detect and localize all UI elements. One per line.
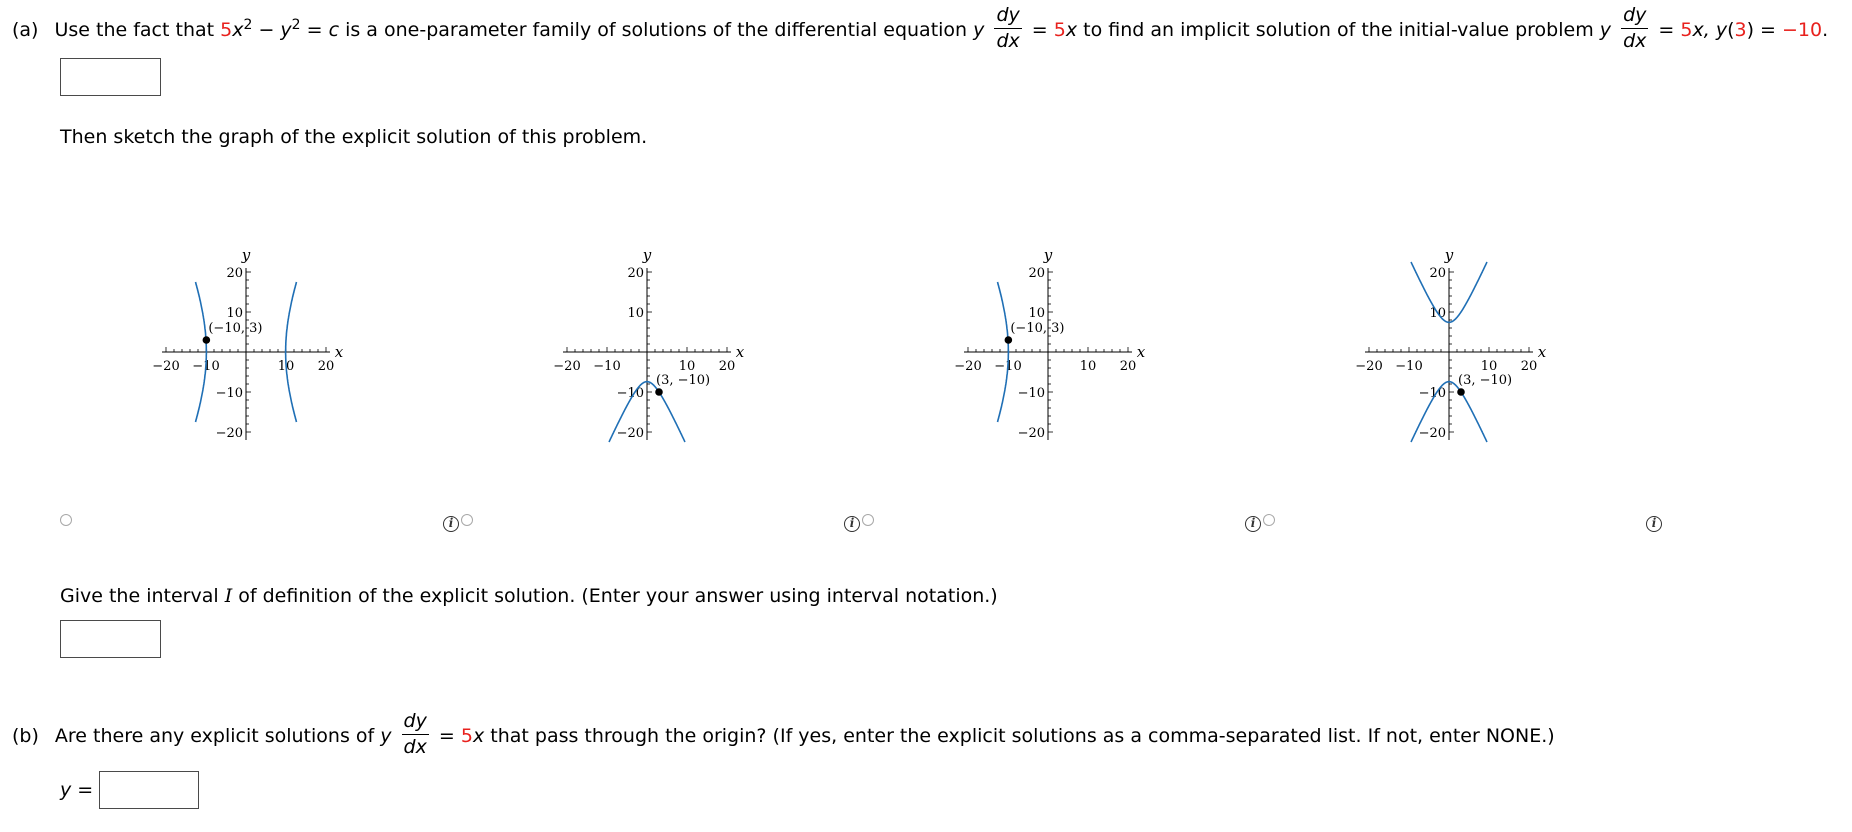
y-tick-label: 10 (627, 306, 644, 321)
x-tick-label: −20 (152, 359, 180, 374)
info-icon[interactable]: i (443, 516, 459, 532)
coefficient: 5 (1053, 19, 1066, 41)
var-y: y (1599, 19, 1612, 41)
var-y: y (1715, 19, 1728, 41)
graph-option-1 (66, 162, 426, 522)
x-tick-label: −10 (1395, 359, 1423, 374)
point-label: (−10, 3) (1010, 321, 1065, 336)
x-tick-label: 20 (1520, 359, 1538, 374)
graph-option-4 (1269, 162, 1629, 522)
prompt-text: of definition of the explicit solution. (Enter your answer using interval notation.) (232, 585, 998, 607)
initial-x: 3 (1734, 19, 1747, 41)
question-text: that pass through the origin? (If yes, enter the explicit solutions as a comma-separated list. If not, enter NONE.) (484, 725, 1555, 747)
var-y: y (380, 725, 392, 747)
var-x: x (472, 725, 485, 747)
question-text: Are there any explicit solutions of (54, 725, 381, 747)
y-tick-label: −20 (1418, 426, 1446, 441)
prompt-text: Give the interval (60, 585, 225, 607)
var-x: x (232, 19, 244, 41)
exponent: 2 (243, 17, 253, 33)
frac-den: dx (996, 30, 1020, 52)
y-tick-label: 20 (226, 266, 243, 281)
x-tick-label: 10 (678, 359, 696, 374)
x-tick-label: 20 (1119, 359, 1137, 374)
initial-point (1457, 388, 1465, 396)
y-tick-label: 20 (1028, 266, 1045, 281)
point-label: (−10, 3) (208, 321, 263, 336)
implicit-solution-input[interactable] (60, 58, 161, 96)
y-tick-label: −20 (215, 426, 243, 441)
y-tick-label: 10 (1028, 306, 1045, 321)
coefficient: 5 (1680, 19, 1693, 41)
graph-option-3 (868, 162, 1228, 522)
var-x: x, (1692, 19, 1716, 41)
x-axis-label: x (1136, 343, 1146, 361)
initial-value: −10 (1782, 19, 1823, 41)
var-c: c (328, 19, 340, 41)
x-tick-label: 10 (1480, 359, 1498, 374)
info-icon[interactable]: i (1245, 516, 1261, 532)
dy-dx-fraction (994, 6, 1021, 51)
y-axis-label: y (642, 246, 652, 264)
y-axis-label: y (1043, 246, 1053, 264)
y-tick-label: 10 (226, 306, 243, 321)
info-icon[interactable]: i (844, 516, 860, 532)
y-tick-label: −20 (1017, 426, 1045, 441)
graph-option-radio-1[interactable] (60, 514, 72, 526)
y-tick-label: −20 (616, 426, 644, 441)
var-x: x (1065, 19, 1078, 41)
paren: ( (1727, 19, 1735, 41)
point-label: (3, −10) (656, 373, 711, 388)
part-b-label: (b) (12, 725, 39, 747)
y-tick-label: 20 (627, 266, 644, 281)
x-tick-label: −20 (1355, 359, 1383, 374)
minus-sign: − (258, 19, 275, 41)
graph-option-radio-2[interactable] (461, 514, 473, 526)
var-y: y (280, 19, 292, 41)
x-axis-label: x (735, 343, 745, 361)
info-icon[interactable]: i (1646, 516, 1662, 532)
interval-input[interactable] (60, 620, 161, 658)
y-tick-label: −10 (215, 386, 243, 401)
initial-point (655, 388, 663, 396)
equals-sign: = (1031, 19, 1048, 41)
frac-num: dy (1621, 6, 1648, 29)
graph-option-radio-3[interactable] (862, 514, 874, 526)
x-tick-label: 20 (718, 359, 736, 374)
coefficient: 5 (220, 19, 233, 41)
x-axis-label: x (334, 343, 344, 361)
y-axis-label: y (241, 246, 251, 264)
y-tick-label: 20 (1429, 266, 1446, 281)
y-axis-label: y (1444, 246, 1454, 264)
frac-den: dx (403, 736, 427, 758)
y-tick-label: 10 (1429, 306, 1446, 321)
frac-num: dy (402, 712, 429, 735)
question-text: to find an implicit solution of the initial-value problem (1077, 19, 1600, 41)
interval-prompt (60, 587, 998, 606)
equals-sign: = (438, 725, 455, 747)
x-tick-label: 10 (1079, 359, 1097, 374)
equals-sign: = (1658, 19, 1675, 41)
exponent: 2 (291, 17, 301, 33)
question-text: Use the fact that (54, 19, 215, 41)
coefficient: 5 (460, 725, 473, 747)
x-tick-label: −20 (954, 359, 982, 374)
point-label: (3, −10) (1458, 373, 1513, 388)
equals-sign: = (306, 19, 329, 41)
y-tick-label: −10 (616, 386, 644, 401)
initial-point (1005, 336, 1013, 344)
frac-den: dx (1623, 30, 1647, 52)
y-tick-label: −10 (1418, 386, 1446, 401)
dy-dx-fraction (402, 712, 429, 757)
x-axis-label: x (1537, 343, 1547, 361)
x-tick-label: 20 (317, 359, 335, 374)
x-tick-label: −10 (192, 359, 220, 374)
var-y: y (973, 19, 985, 41)
initial-point (203, 336, 211, 344)
frac-num: dy (994, 6, 1021, 29)
period: . (1822, 19, 1829, 41)
graph-option-2 (467, 162, 827, 522)
dy-dx-fraction (1621, 6, 1648, 51)
x-tick-label: −10 (593, 359, 621, 374)
graph-option-radio-4[interactable] (1263, 514, 1275, 526)
part-a-question (12, 4, 1829, 53)
interval-var: I (224, 585, 233, 607)
explicit-solutions-input[interactable] (99, 771, 199, 809)
sketch-prompt: Then sketch the graph of the explicit solution of this problem. (60, 126, 648, 148)
part-a-label: (a) (12, 19, 39, 41)
y-tick-label: −10 (1017, 386, 1045, 401)
paren: ) = (1746, 19, 1782, 41)
question-text: is a one-parameter family of solutions of the differential equation (339, 19, 974, 41)
x-tick-label: −20 (553, 359, 581, 374)
x-tick-label: −10 (994, 359, 1022, 374)
y-equals-label: y = (60, 779, 94, 801)
part-b-question (12, 710, 1555, 759)
x-tick-label: 10 (277, 359, 295, 374)
